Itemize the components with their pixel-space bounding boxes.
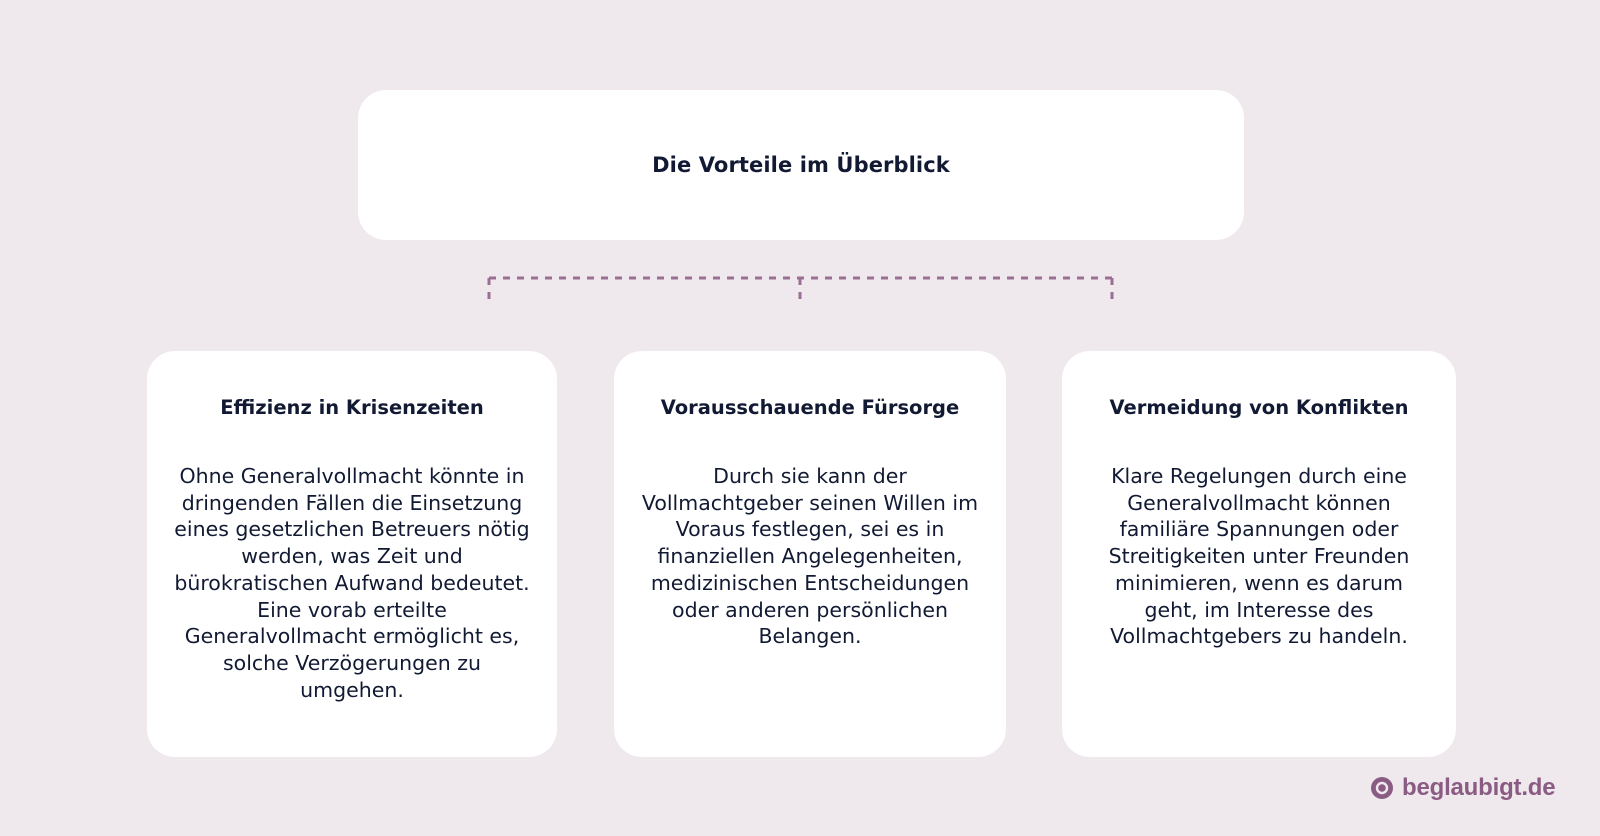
- circle-logo-icon: [1370, 776, 1394, 800]
- benefit-text: Ohne Generalvollmacht könnte in dringenden Fällen die Einsetzung eines gesetzlichen Betreuers nötig werden, was Zeit und bürokratischen Aufwand bedeutet. Eine vorab erteilte Generalvollmacht ermöglicht es, solche Verzögerungen zu umgehen.: [174, 464, 530, 702]
- benefit-title: Vorausschauende Fürsorge: [660, 396, 960, 419]
- benefit-card-efficiency: [147, 351, 557, 757]
- benefit-text: Klare Regelungen durch eine Generalvollmacht können familiäre Spannungen oder Streitigkeiten unter Freunden minimieren, wenn es darum geht, im Interesse des Vollmachtgebers zu handeln.: [1108, 464, 1410, 649]
- overview-title: Die Vorteile im Überblick: [652, 153, 950, 177]
- brand-name: beglaubigt.de: [1402, 774, 1556, 801]
- benefit-title: Effizienz in Krisenzeiten: [220, 396, 484, 419]
- benefit-title: Vermeidung von Konflikten: [1109, 396, 1409, 419]
- benefit-text: Durch sie kann der Vollmachtgeber seinen Willen im Voraus festlegen, sei es in finanziellen Angelegenheiten, medizinischen Entscheidungen oder anderen persönlichen Belangen.: [641, 464, 979, 649]
- brand-logo: [1370, 774, 1555, 802]
- benefit-card-care: [614, 351, 1006, 757]
- benefit-card-conflicts: [1062, 351, 1456, 757]
- overview-title-card: [358, 90, 1244, 240]
